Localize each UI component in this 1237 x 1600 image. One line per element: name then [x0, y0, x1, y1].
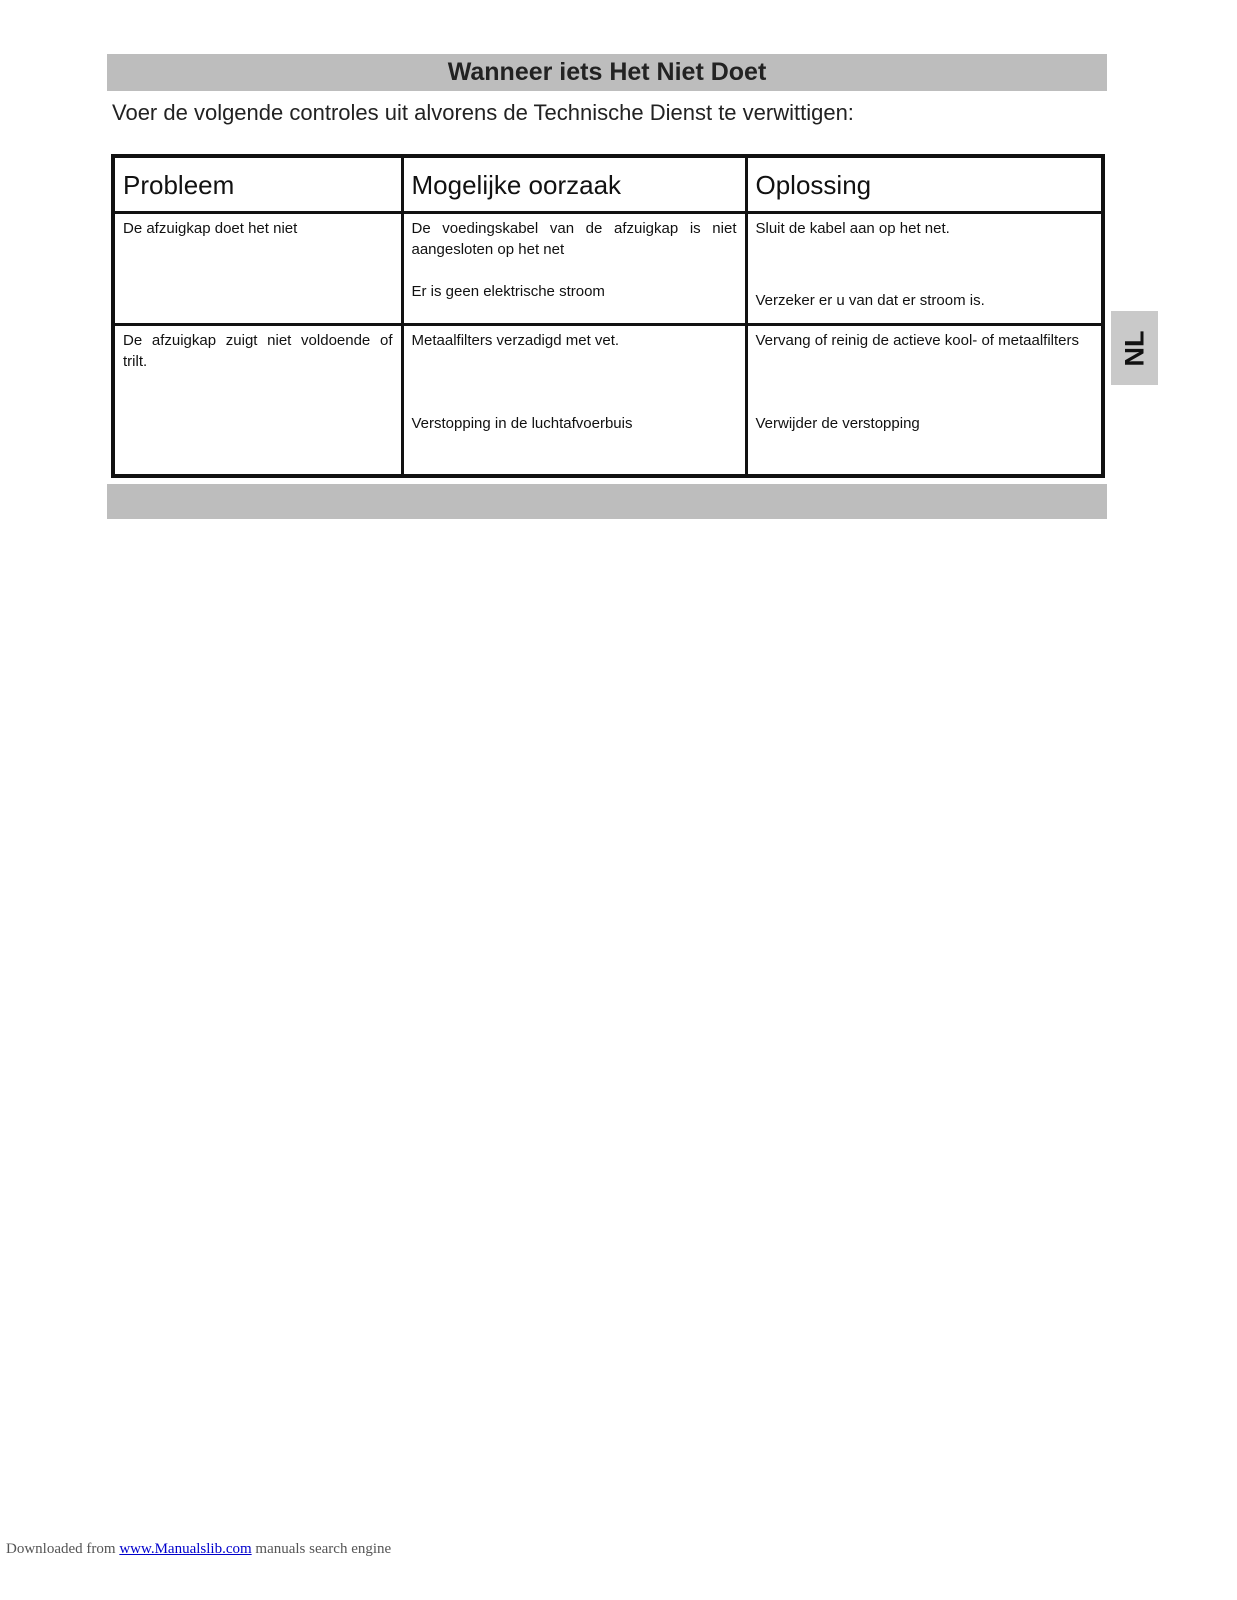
column-header-cause: Mogelijke oorzaak — [402, 156, 746, 212]
section-footer-bar — [107, 484, 1107, 519]
cause-cell — [402, 212, 746, 324]
intro-text: Voer de volgende controles uit alvorens de Technische Dienst te verwittigen: — [112, 100, 854, 125]
table-header-row — [113, 156, 1103, 212]
solution-text: Vervang of reinig de actieve kool- of metaalfilters — [755, 331, 1080, 349]
cause-text: De voedingskabel van de afzuigkap is niet aangesloten op het net — [411, 219, 737, 258]
cause-text: Metaalfilters verzadigd met vet. — [411, 331, 620, 349]
footer-prefix: Downloaded from — [6, 1541, 116, 1557]
troubleshooting-table — [111, 154, 1105, 478]
manualslib-link[interactable]: www.Manualslib.com — [119, 1541, 252, 1557]
download-footer — [6, 1541, 391, 1558]
column-header-solution: Oplossing — [746, 156, 1103, 212]
solution-cell — [746, 324, 1103, 476]
problem-cell — [113, 212, 402, 324]
problem-cell — [113, 324, 402, 476]
language-tab-label: NL — [1119, 330, 1149, 366]
table-row — [113, 324, 1103, 476]
page-title: Wanneer iets Het Niet Doet — [447, 58, 767, 86]
cause-text: Verstopping in de luchtafvoerbuis — [411, 414, 633, 432]
cause-text: Er is geen elektrische stroom — [411, 282, 605, 300]
column-header-problem: Probleem — [113, 156, 402, 212]
language-tab — [1111, 311, 1158, 385]
cause-cell — [402, 324, 746, 476]
footer-suffix: manuals search engine — [255, 1541, 392, 1557]
problem-text: De afzuigkap zuigt niet voldoende of trilt. — [123, 331, 393, 370]
table-row — [113, 212, 1103, 324]
solution-text: Verzeker er u van dat er stroom is. — [755, 291, 985, 309]
solution-text: Verwijder de verstopping — [755, 414, 920, 432]
page-title-bar — [107, 54, 1107, 91]
solution-cell — [746, 212, 1103, 324]
problem-text: De afzuigkap doet het niet — [123, 219, 298, 237]
solution-text: Sluit de kabel aan op het net. — [755, 219, 950, 237]
